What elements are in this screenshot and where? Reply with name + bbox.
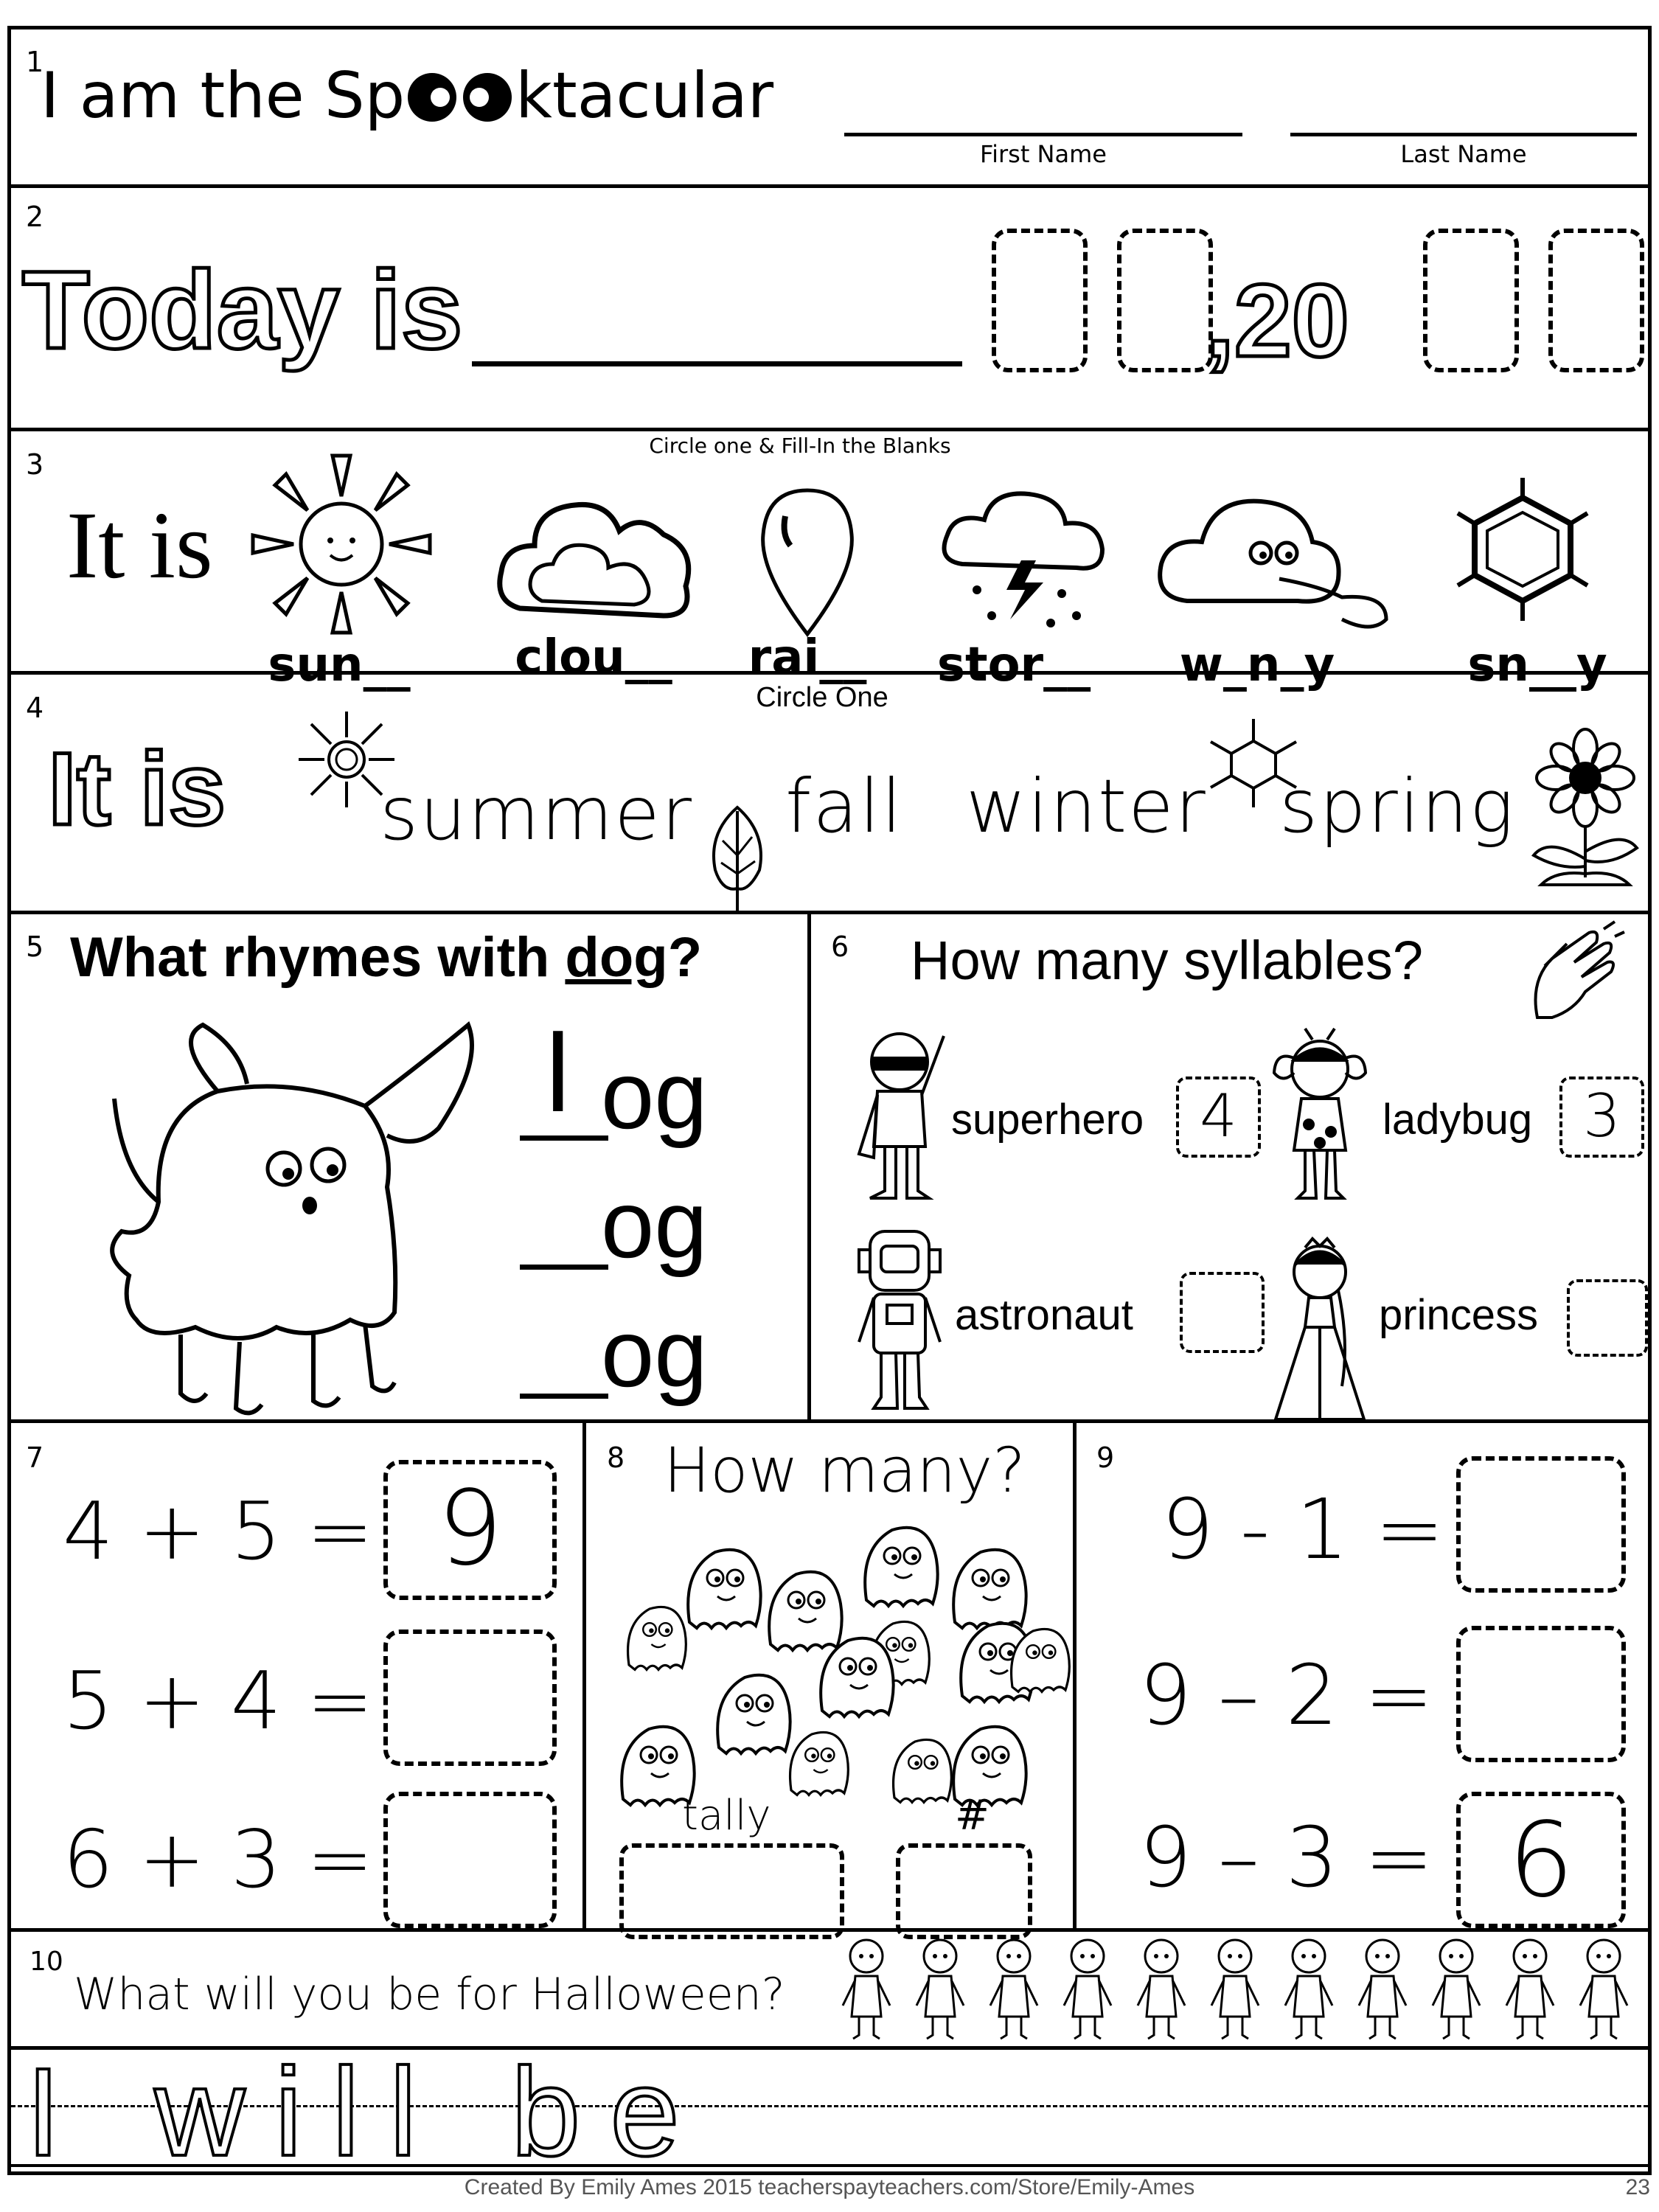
tally-box[interactable] xyxy=(619,1843,844,1939)
month-box[interactable] xyxy=(992,229,1088,372)
rhyme-suffix: og xyxy=(601,1041,708,1149)
answer-box[interactable] xyxy=(383,1630,557,1766)
count-box[interactable] xyxy=(896,1843,1032,1939)
last-name-label: Last Name xyxy=(1400,140,1527,168)
syllable-box[interactable] xyxy=(1567,1279,1648,1357)
rhyme-suffix: og xyxy=(601,1170,708,1278)
first-name-line[interactable] xyxy=(844,133,1242,136)
syllable-box[interactable] xyxy=(1176,1077,1261,1158)
addition-equation: 4 + 5 = xyxy=(63,1486,374,1578)
title-part: I am the Sp xyxy=(41,59,406,133)
syllable-word: superhero xyxy=(951,1096,1144,1144)
subtraction-equation: 9 - 1 = xyxy=(1161,1482,1444,1578)
flower-icon xyxy=(1526,726,1644,896)
syllable-answer: 3 xyxy=(1583,1082,1621,1150)
day-blank[interactable] xyxy=(472,361,962,366)
subtraction-equation: 9 – 3 = xyxy=(1139,1810,1434,1906)
season-option[interactable]: fall xyxy=(785,763,904,849)
tally-label: tally xyxy=(682,1792,771,1840)
ghost-dog-icon xyxy=(70,1010,483,1423)
answer-box[interactable] xyxy=(383,1792,557,1928)
section-number: 2 xyxy=(26,201,44,233)
costume-kid-icon xyxy=(1211,1940,1259,2039)
last-name-line[interactable] xyxy=(1290,133,1637,136)
divider xyxy=(11,184,1648,188)
answer-box[interactable] xyxy=(1456,1456,1626,1593)
rhyme-suffix: og xyxy=(601,1299,708,1407)
year-box[interactable] xyxy=(1548,229,1644,372)
ghost-icon xyxy=(717,1675,790,1753)
divider xyxy=(11,911,1648,914)
equation-answer: 9 xyxy=(437,1469,504,1589)
year-prefix: ,20 xyxy=(1206,262,1349,378)
leaf-icon xyxy=(708,804,767,914)
spooky-eyes-icon xyxy=(405,72,515,123)
weather-word[interactable]: sun__ xyxy=(268,638,411,692)
costume-kid-icon xyxy=(843,1940,890,2039)
costume-kid-icon xyxy=(1580,1940,1627,2039)
costume-kids-icon xyxy=(830,1932,1655,2042)
clap-hands-icon xyxy=(1523,922,1626,1025)
answer-box[interactable] xyxy=(383,1460,557,1600)
sun-icon[interactable] xyxy=(246,448,437,640)
section-number: 9 xyxy=(1096,1441,1115,1474)
ghost-icon xyxy=(894,1739,952,1802)
section-number: 3 xyxy=(26,448,44,481)
section-number: 6 xyxy=(831,931,849,963)
addition-equation: 6 + 3 = xyxy=(63,1814,374,1906)
ghost-icon xyxy=(821,1638,893,1717)
season-option[interactable]: winter xyxy=(966,763,1207,849)
syllable-answer: 4 xyxy=(1200,1082,1237,1150)
costume-kid-icon xyxy=(1285,1940,1332,2039)
ghost-icon xyxy=(953,1550,1026,1628)
divider xyxy=(807,911,811,1419)
rhyme-answer: l xyxy=(546,1011,571,1135)
costume-kid-icon xyxy=(1359,1940,1406,2039)
rhyme-blank[interactable] xyxy=(520,1265,608,1270)
costume-kid-icon xyxy=(1138,1940,1185,2039)
superhero-icon xyxy=(852,1029,947,1206)
answer-box[interactable] xyxy=(1456,1792,1626,1928)
costume-kid-icon xyxy=(990,1940,1037,2039)
ghost-icon xyxy=(628,1607,686,1669)
section-number: 10 xyxy=(29,1947,63,1977)
day-box[interactable] xyxy=(1117,229,1213,372)
costume-kid-icon xyxy=(917,1940,964,2039)
year-box[interactable] xyxy=(1423,229,1519,372)
divider xyxy=(1073,1419,1077,1928)
syllable-box[interactable] xyxy=(1559,1077,1644,1158)
weather-word[interactable]: rai__ xyxy=(748,630,867,685)
raindrop-icon[interactable] xyxy=(752,483,863,641)
name-line-title xyxy=(41,59,773,133)
subtraction-equation: 9 – 2 = xyxy=(1139,1648,1434,1744)
question-keyword: dog xyxy=(565,926,668,989)
syllable-question: How many syllables? xyxy=(911,930,1424,991)
ladybug-girl-icon xyxy=(1268,1029,1371,1206)
ghost-icon xyxy=(688,1550,760,1628)
princess-icon xyxy=(1265,1239,1375,1423)
today-is-heading: Today is xyxy=(22,248,463,372)
section-number: 4 xyxy=(26,692,44,724)
ghost-icon xyxy=(769,1572,841,1650)
title-part: ktacular xyxy=(515,59,774,133)
weather-word[interactable]: clou__ xyxy=(515,630,672,685)
rhyme-blank[interactable] xyxy=(520,1394,608,1399)
equation-answer: 6 xyxy=(1508,1801,1574,1921)
season-instruction: Circle One xyxy=(756,682,888,713)
storm-cloud-icon[interactable] xyxy=(933,479,1117,641)
page-number: 23 xyxy=(1625,2175,1650,2199)
answer-box[interactable] xyxy=(1456,1626,1626,1762)
ghost-icon xyxy=(790,1732,849,1795)
windy-cloud-icon[interactable] xyxy=(1150,476,1401,641)
section-number: 5 xyxy=(26,931,44,963)
cloud-icon[interactable] xyxy=(490,483,704,638)
ghost-icon xyxy=(865,1528,937,1606)
worksheet xyxy=(7,26,1652,2183)
weather-word[interactable]: sn__y xyxy=(1467,638,1607,692)
weather-word[interactable]: stor__ xyxy=(936,638,1091,692)
count-question: How many? xyxy=(664,1434,1026,1506)
first-name-label: First Name xyxy=(980,140,1107,168)
rhyme-question xyxy=(70,925,702,990)
section-number: 8 xyxy=(607,1441,625,1474)
costume-kid-icon xyxy=(1064,1940,1111,2039)
addition-equation: 5 + 4 = xyxy=(63,1655,374,1747)
costume-kid-icon xyxy=(1433,1940,1480,2039)
question-text: What rhymes with xyxy=(70,926,566,989)
astronaut-icon xyxy=(852,1224,947,1416)
season-option[interactable]: spring xyxy=(1279,763,1515,849)
ghost-group xyxy=(594,1512,1065,1821)
divider xyxy=(582,1419,586,1928)
rhyme-blank[interactable] xyxy=(520,1135,608,1141)
section-number: 7 xyxy=(26,1441,44,1474)
weather-instruction: Circle one & Fill-In the Blanks xyxy=(649,434,951,458)
syllable-word: astronaut xyxy=(955,1291,1133,1339)
count-label: # xyxy=(955,1792,990,1840)
costume-question: What will you be for Halloween? xyxy=(74,1969,785,2020)
syllable-box[interactable] xyxy=(1180,1272,1265,1353)
section-number: 1 xyxy=(26,46,44,78)
season-option[interactable]: summer xyxy=(380,771,693,857)
question-text: ? xyxy=(667,926,703,989)
costume-kid-icon xyxy=(1506,1940,1554,2039)
weather-lead: It is xyxy=(66,493,213,599)
syllable-word: princess xyxy=(1379,1291,1538,1339)
tracing-sentence: I will be xyxy=(26,2042,709,2183)
footer-credit: Created By Emily Ames 2015 teacherspayteachers.com/Store/Emily-Ames xyxy=(464,2175,1195,2199)
divider xyxy=(11,428,1648,431)
weather-word[interactable]: w_n_y xyxy=(1179,638,1335,692)
snowflake-icon[interactable] xyxy=(1449,472,1596,627)
syllable-word: ladybug xyxy=(1382,1096,1533,1144)
season-lead: It is xyxy=(48,731,226,846)
